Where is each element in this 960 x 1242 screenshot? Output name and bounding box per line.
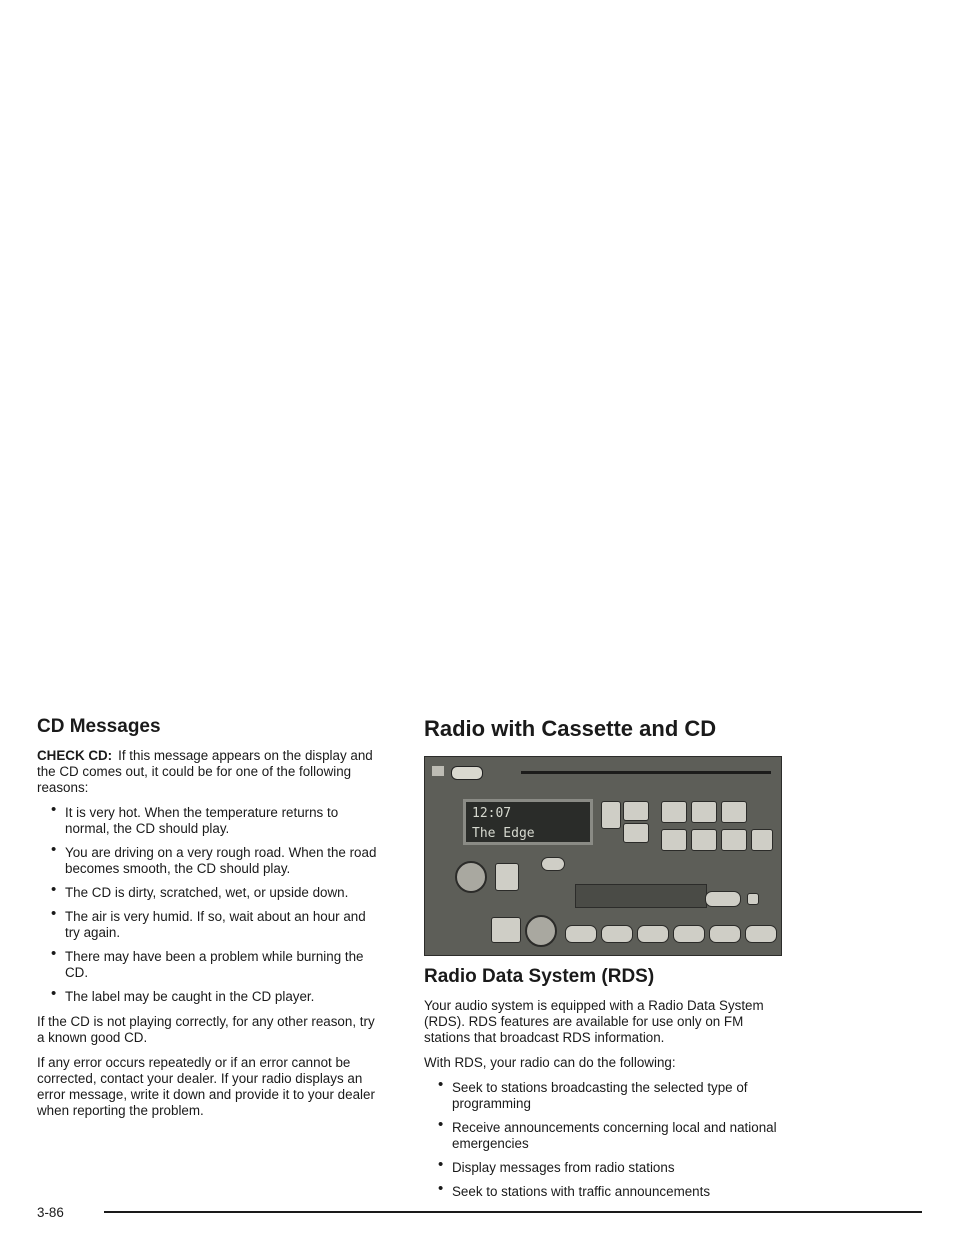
list-item: • Receive announcements concerning local and national emergencies bbox=[438, 1120, 784, 1152]
check-cd-lead: CHECK CD: bbox=[37, 748, 113, 763]
preset-button bbox=[691, 801, 717, 823]
list-item: • It is very hot. When the temperature returns to normal, the CD should play. bbox=[51, 805, 382, 837]
display-station: The Edge bbox=[472, 826, 535, 841]
preset-button bbox=[721, 829, 747, 851]
list-item: • Seek to stations broadcasting the selected type of programming bbox=[438, 1080, 784, 1112]
preset-button bbox=[661, 801, 687, 823]
preset-button bbox=[721, 801, 747, 823]
list-item: • Seek to stations with traffic announcements bbox=[438, 1184, 784, 1200]
radio-button bbox=[491, 917, 521, 943]
radio-button bbox=[673, 925, 705, 943]
volume-knob bbox=[455, 861, 487, 893]
radio-button bbox=[747, 893, 759, 905]
page-number: 3-86 bbox=[37, 1205, 64, 1220]
radio-button bbox=[709, 925, 741, 943]
list-item: • Display messages from radio stations bbox=[438, 1160, 784, 1176]
list-item: • You are driving on a very rough road. When the road becomes smooth, the CD should play. bbox=[51, 845, 382, 877]
footer-rule bbox=[104, 1211, 922, 1213]
radio-button bbox=[565, 925, 597, 943]
cd-eject-button bbox=[451, 766, 483, 780]
try-good-cd-paragraph: If the CD is not playing correctly, for any other reason, try a known good CD. bbox=[37, 1014, 375, 1045]
cd-messages-column bbox=[37, 716, 382, 1128]
tune-knob bbox=[525, 915, 557, 947]
rds-features-list bbox=[424, 1080, 784, 1200]
contact-dealer-paragraph: If any error occurs repeatedly or if an error cannot be corrected, contact your dealer. If your radio displays an error message, write it down and provide it to your dealer when reporting the problem. bbox=[37, 1055, 375, 1118]
radio-button bbox=[623, 823, 649, 843]
rds-capabilities-paragraph: With RDS, your radio can do the following: bbox=[424, 1055, 676, 1070]
radio-button bbox=[601, 801, 621, 829]
radio-column bbox=[424, 716, 784, 1209]
radio-button bbox=[495, 863, 519, 891]
brand-badge bbox=[432, 766, 444, 776]
radio-button bbox=[705, 891, 741, 907]
cassette-door bbox=[575, 884, 707, 908]
radio-button bbox=[541, 857, 565, 871]
radio-display bbox=[463, 799, 593, 845]
display-time: 12:07 bbox=[472, 806, 512, 821]
cd-messages-heading: CD Messages bbox=[37, 716, 161, 737]
check-cd-text: If this message appears on the display and the CD comes out, it could be for one of the following reasons: bbox=[37, 748, 373, 795]
radio-button bbox=[745, 925, 777, 943]
radio-button bbox=[637, 925, 669, 943]
list-item: • The label may be caught in the CD player. bbox=[51, 989, 382, 1005]
rds-intro-paragraph: Your audio system is equipped with a Radio Data System (RDS). RDS features are available for use only on FM stations that broadcast RDS information. bbox=[424, 998, 764, 1045]
list-item: • The CD is dirty, scratched, wet, or upside down. bbox=[51, 885, 382, 901]
reasons-list bbox=[37, 805, 382, 1005]
radio-button bbox=[623, 801, 649, 821]
preset-button bbox=[661, 829, 687, 851]
radio-button bbox=[601, 925, 633, 943]
radio-image bbox=[424, 756, 782, 956]
preset-button bbox=[691, 829, 717, 851]
list-item: • There may have been a problem while burning the CD. bbox=[51, 949, 382, 981]
preset-button bbox=[751, 829, 773, 851]
check-cd-paragraph bbox=[37, 748, 382, 796]
radio-heading: Radio with Cassette and CD bbox=[424, 716, 717, 741]
cd-slot bbox=[521, 771, 771, 774]
list-item: • The air is very humid. If so, wait about an hour and try again. bbox=[51, 909, 382, 941]
rds-heading: Radio Data System (RDS) bbox=[424, 966, 655, 987]
